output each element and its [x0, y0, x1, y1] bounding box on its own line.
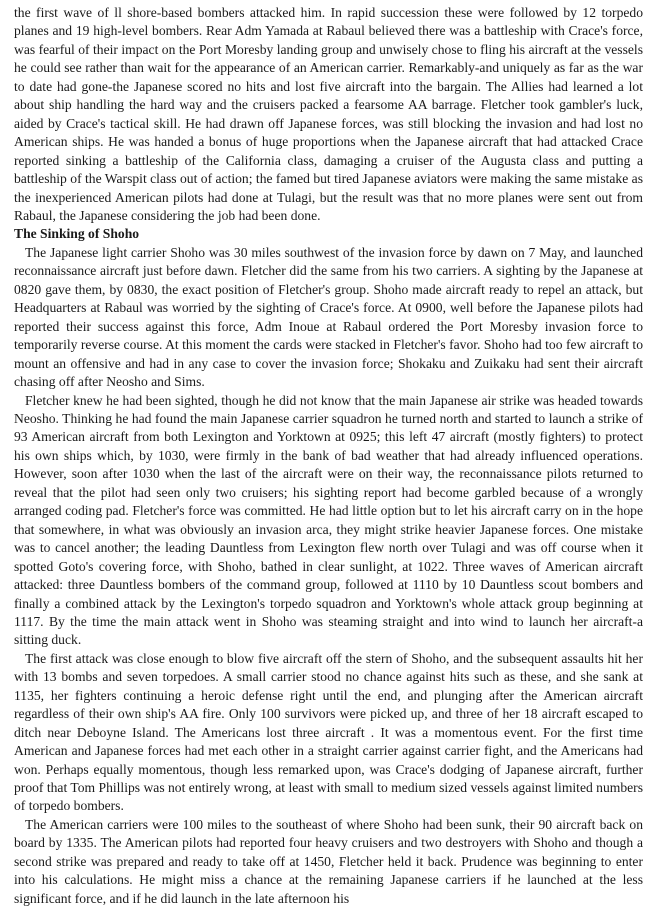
paragraph-1: the first wave of ll shore-based bombers attacked him. In rapid succession these were followed by 12 torpedo planes and 19 high-level bombers. Rear Adm Yamada at Rabaul believed there was a battleship with Crace's force, was fearful of their impact on the Port Moresby landing group and unwisely chose to fling his aircraft at the vessels he could see rather than wait for the appearance of an American carrier. Remarkably-and uniquely as far as the war to date had gone-the Japanese scored no hits and lost five aircraft into the bargain. The Allies had learned a lot about ship handling the hard way and the cruisers packed a fearsome AA barrage. Fletcher took gambler's luck, aided by Crace's tactical skill. He had drawn off Japanese forces, was still blocking the invasion and had lost no American ships. He was handed a bonus of huge proportions when the Japanese aircraft that had attacked Crace reported sinking a battleship of the California class, damaging a cruiser of the Augusta class and putting a battleship of the Warspit class out of action; the famed but tired Japanese aviators were making the same mistake as the inexperienced American pilots had done at Tulagi, but the result was that no more planes were sent out from Rabaul, the Japanese considering the job had been done. — [14, 5, 643, 223]
paragraph-3: Fletcher knew he had been sighted, though he did not know that the main Japanese air strike was headed towards Neosho. Thinking he had found the main Japanese carrier squadron he turned north and started to launch a strike of 93 American aircraft from both Lexington and Yorktown at 0925; this left 47 aircraft (mostly fighters) to protect his own ships which, by 1030, were firmly in the bank of bad weather that had already influenced operations. However, soon after 1030 when the last of the aircraft were on their way, the reconnaissance pilots returned to reveal that the pilot had seen only two cruisers; his sighting report had become garbled because of a wrongly arranged coding pad. Fletcher's force was committed. He had little option but to let his aircraft carry on in the hope that somewhere, in what was obviously an invasion arca, they might strike heavier Japanese forces. One mistake was to cancel another; the leading Dauntless from Lexington flew north over Tulagi and was off course when it spotted Goto's covering force, with Shoho, bathed in clear sunlight, at 1022. Three waves of American aircraft attacked: three Dauntless bombers of the command group, followed at 1110 by 10 Dauntless scout bombers and finally a combined attack by the Lexington's torpedo squadron and Yorktown's whole attack group beginning at 1117. By the time the main attack went in Shoho was steaming straight and into wind to launch her aircraft-a sitting duck. — [14, 392, 643, 648]
paragraph-5: The American carriers were 100 miles to the southeast of where Shoho had been sunk, their 90 aircraft back on board by 1335. The American pilots had reported four heavy cruisers and two destroyers with Shoho and though a second strike was prepared and ready to take off at 1450, Fletcher held it back. Prudence was beginning to enter into his calculations. He might miss a chance at the remaining Japanese carriers if he launched at the less significant force, and if he did launch in the late afternoon his — [14, 816, 643, 906]
paragraph-2: The Japanese light carrier Shoho was 30 miles southwest of the invasion force by dawn on 7 May, and launched reconnaissance aircraft just before dawn. Fletcher did the same from his two carriers. A sighting by the Japanese at 0820 gave them, by 0830, the exact position of Fletcher's group. Shoho made aircraft ready to repel an attack, but Headquarters at Rabaul was worried by the sighting of Crace's force. At 0900, well before the Japanese pilots had reported their success against this force, Adm Inoue at Rabaul ordered the Port Moresby invasion force to temporarily reverse course. At this moment the cards were stacked in Fletcher's favor. Shoho had too few aircraft to mount an offensive and had in any case to cover the invasion force; Shokaku and Zuikaku had sent their aircraft chasing off after Neosho and Sims. — [14, 244, 643, 390]
section-heading: The Sinking of Shoho — [14, 226, 140, 242]
paragraph-4: The first attack was close enough to blow five aircraft off the stern of Shoho, and the subsequent assaults hit her with 13 bombs and seven torpedoes. A small carrier stood no chance against hits such as these, and she sank at 1135, her fighters continuing a heroic defense right until the end, and plunging after the American aircraft regardless of their own ship's AA fire. Only 100 survivors were picked up, and three of her 18 aircraft escaped to ditch near Deboyne Island. The Americans lost three aircraft . It was a momentous event. For the first time American and Japanese forces had met each other in a straight carrier against carrier fight, and the Americans had won. Perhaps equally momentous, though less remarked upon, was Crace's dodging of Japanese aircraft, further proof that Tom Phillips was not entirely wrong, at least with small to medium sized vessels against limited numbers of torpedo bombers. — [14, 650, 643, 814]
